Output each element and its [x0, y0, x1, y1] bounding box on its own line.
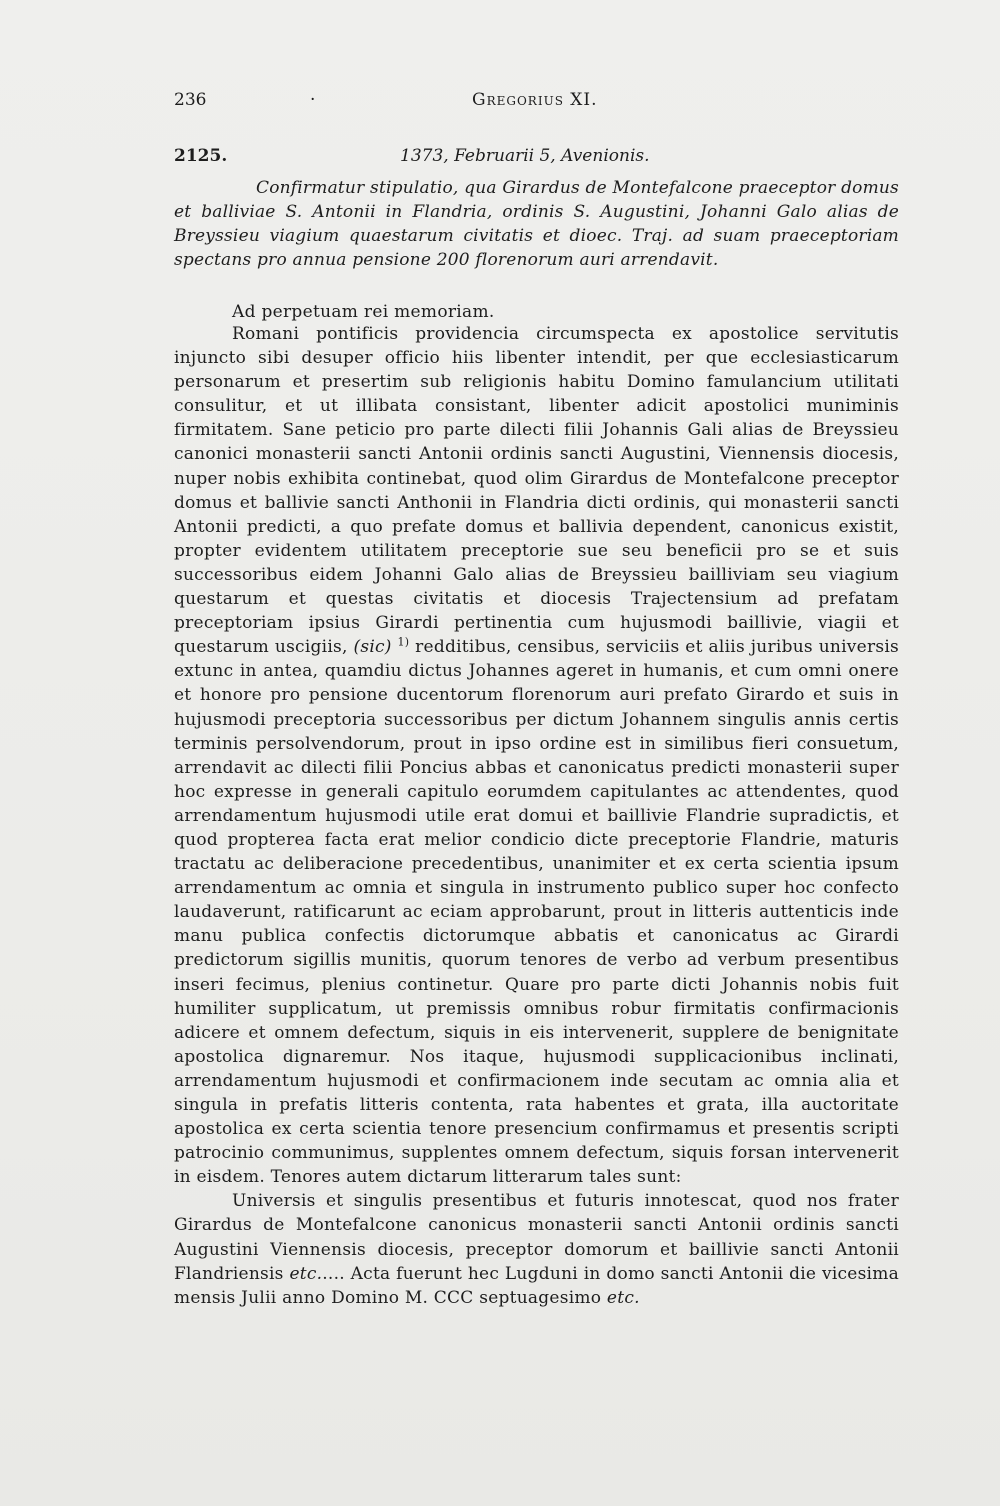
- paragraph-1-text-a: Romani pontificis providencia circumspecta ex apostolice servitutis injuncto sibi desuper officio hiis libenter intendit, per que ecclesiasticarum personarum et presertim sub religionis habitu Domino famulancium utilitati consulitur, et ut illibata consistant, libenter adicit apostolici muniminis firmitatem. Sane peticio pro parte dilecti filii Johannis Gali alias de Breyssieu canonici monasterii sancti Antonii ordinis sancti Augustini, Viennensis diocesis, nuper nobis exhibita continebat, quod olim Girardus de Montefalcone preceptor domus et ballivie sancti Anthonii in Flandria dicti ordinis, qui monasterii sancti Antonii predicti, a quo prefate domus et ballivia dependent, canonicus existit, propter evidentem utilitatem preceptorie sue seu beneficii pro se et suis successoribus eidem Johanni Galo alias de Breyssieu bailliviam seu viagium questarum et questas civitatis et diocesis Trajectensium ad prefatam preceptoriam ipsius Girardi pertinentia cum hujusmodi baillivie, viagii et questarum uscigiis,: [174, 324, 899, 658]
- entry-summary: Confirmatur stipulatio, qua Girardus de Montefalcone praeceptor domus et balliviae S. Antonii in Flandria, ordinis S. Augustini, Johanni Galo alias de Breyssieu viagium quaestarum civitatis et dioec. Traj. ad suam praeceptoriam spectans pro annua pensione 200 florenorum auri arrendavit.: [174, 178, 899, 270]
- running-head: [174, 90, 899, 116]
- paragraph-1-text-b: redditibus, censibus, serviciis et aliis juribus universis extunc in antea, quamdiu dictus Johannes ageret in humanis, et cum omni onere et honore pro pensione ducentorum florenorum auri prefato Girardo et suis in hujusmodi preceptoria successoribus per dictum Johannem singulis annis certis terminis persolvendorum, prout in ipso ordine est in similibus fieri consuetum, arrendavit ac dilecti filii Poncius abbas et canonicatus predicti monasterii super hoc expresse in generali capitulo eorumdem capitulantes ac attendentes, quod arrendamentum hujusmodi utile erat domui et baillivie Flandrie supradictis, et quod propterea facta erat melior condicio dicte preceptorie Flandrie, maturis tractatu ac deliberacione precedentibus, unanimiter et ex certa scientia ipsum arrendamentum ac omnia et singula in instrumento publico super hoc confecto laudaverunt, ratificarunt ac eciam approbarunt, prout in litteris auttenticis inde manu publica confectis dictorumque abbatis et canonicatus ac Girardi predictorum sigillis munitis, quorum tenores de verbo ad verbum presentibus inseri fecimus, plenius continetur. Quare pro parte dicti Johannis nobis fuit humiliter supplicatum, ut premissis omnibus robur firmitatis confirmacionis adicere et omnem defectum, siquis in eis intervenerit, supplere de benignitate apostolica dignaremur. Nos itaque, hujusmodi supplicacionibus inclinati, arrendamentum hujusmodi et confirmacionem inde secutam ac omnia alia et singula in prefatis litteris contenta, rata habentes et grata, illa auctoritate apostolica ex certa scientia tenore presencium confirmamus et presentis scripti patrocinio communimus, supplentes omnem defectum, siquis forsan intervenerit in eisdem. Tenores autem dictarum litterarum tales sunt:: [174, 637, 899, 1188]
- paragraph-2-text-b: Acta fuerunt hec Lugduni in domo sancti Antonii die vicesima mensis Julii anno Domino M. CCC septuagesimo: [174, 1263, 900, 1308]
- document-body: [174, 322, 899, 1310]
- running-title: Gregorius XI.: [472, 90, 598, 110]
- page-number: 236: [174, 90, 207, 110]
- salutation: Ad perpetuam rei memoriam.: [232, 302, 495, 322]
- paragraph-1: [174, 322, 899, 1189]
- entry-heading: [174, 146, 899, 172]
- etc-abbrev-2: etc.: [606, 1287, 640, 1308]
- entry-number: 2125.: [174, 146, 228, 166]
- sic-note: (sic): [353, 637, 392, 658]
- paragraph-2: [174, 1189, 899, 1309]
- footnote-marker: 1): [397, 635, 410, 649]
- header-dot: ·: [310, 90, 316, 110]
- ellipsis: ....: [322, 1263, 345, 1284]
- etc-abbrev-1: etc.: [289, 1263, 323, 1284]
- entry-date: 1373, Februarii 5, Avenionis.: [400, 146, 650, 166]
- paragraph-2-text-a: Universis et singulis presentibus et futuris innotescat, quod nos frater Girardus de Montefalcone canonicus monasterii sancti Antonii ordinis sancti Augustini Viennensis diocesis, preceptor domorum et baillivie sancti Antonii Flandriensis: [174, 1191, 899, 1284]
